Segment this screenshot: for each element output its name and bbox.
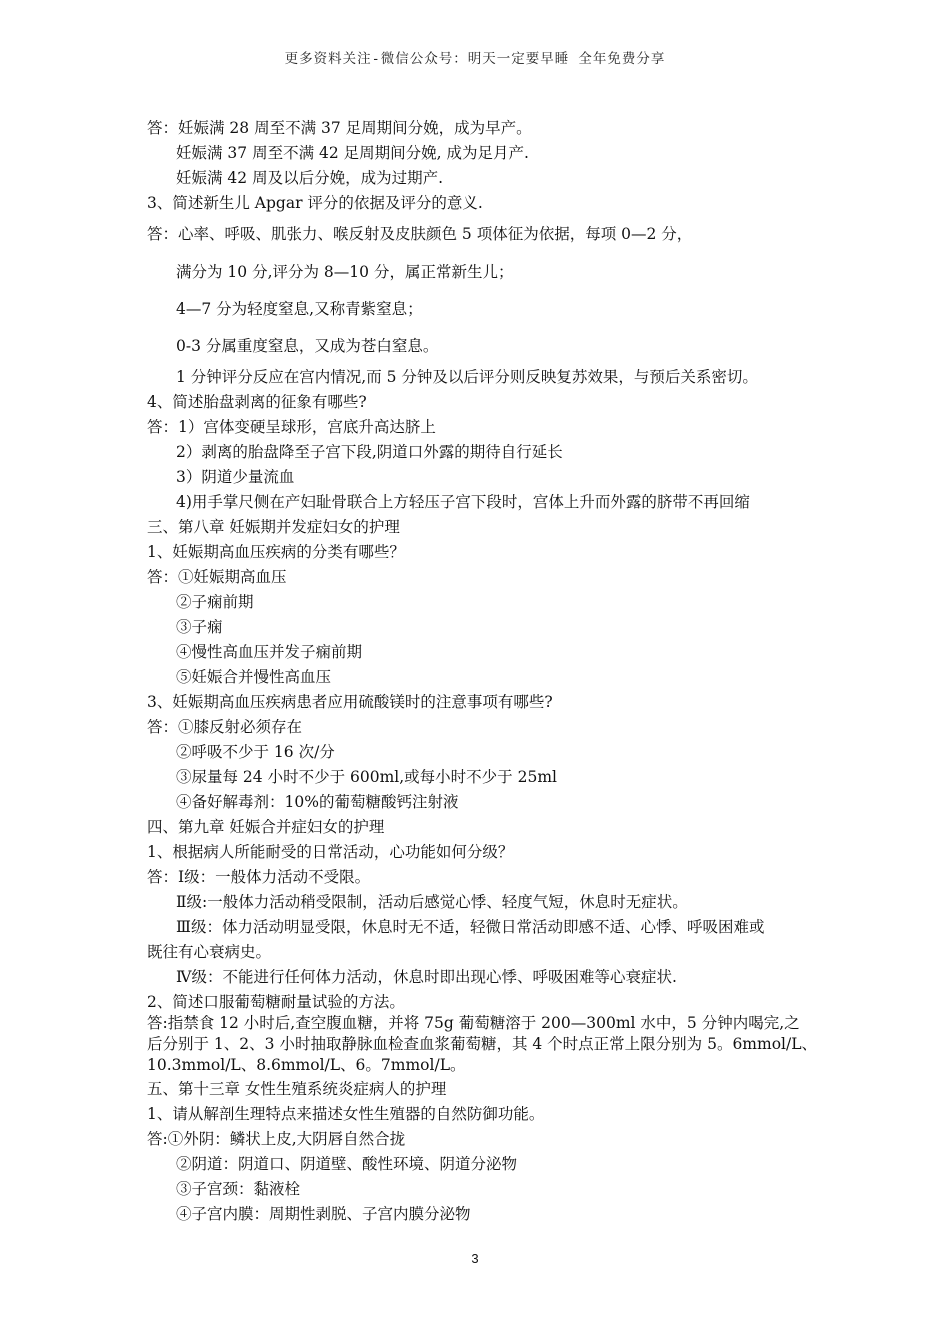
text-line: ③子宫颈：黏液栓	[176, 1180, 301, 1198]
text-line: 答：①膝反射必须存在	[147, 718, 303, 736]
text-line: 答：Ⅰ级：一般体力活动不受限。	[147, 868, 371, 886]
text-line: 0-3 分属重度窒息，又成为苍白窒息。	[176, 337, 439, 355]
text-line: 答：①妊娠期高血压	[147, 568, 287, 586]
text-line: 4)用手掌尺侧在产妇耻骨联合上方轻压子宫下段时，宫体上升而外露的脐带不再回缩	[176, 493, 750, 511]
text-line: 既往有心衰病史。	[147, 943, 272, 961]
text-line: 4—7 分为轻度窒息,又称青紫窒息；	[176, 300, 423, 318]
text-line: 后分别于 1、2、3 小时抽取静脉血检查血浆葡萄糖，其 4 个时点正常上限分别为 5。6mmol/L、	[147, 1035, 818, 1053]
text-line: 答:①外阴：鳞状上皮,大阴唇自然合拢	[147, 1130, 406, 1148]
text-line: ⑤妊娠合并慢性高血压	[176, 668, 332, 686]
page-header: 更多资料关注-微信公众号：明天一定要早睡 全年免费分享	[284, 51, 666, 67]
question-line: 2、简述口服葡萄糖耐量试验的方法。	[147, 993, 405, 1011]
text-line: 答：妊娠满 28 周至不满 37 足周期间分娩，成为早产。	[147, 119, 532, 137]
text-line: 答:指禁食 12 小时后,查空腹血糖，并将 75g 葡萄糖溶于 200—300ml 水中，5 分钟内喝完,之	[147, 1014, 800, 1032]
text-line: ②阴道：阴道口、阴道壁、酸性环境、阴道分泌物	[176, 1155, 518, 1173]
text-line: Ⅱ级:一般体力活动稍受限制，活动后感觉心悸、轻度气短，休息时无症状。	[176, 893, 688, 911]
question-line: 1、根据病人所能耐受的日常活动，心功能如何分级？	[147, 843, 514, 861]
text-line: 2）剥离的胎盘降至子宫下段,阴道口外露的期待自行延长	[176, 443, 563, 461]
page-number: 3	[471, 1251, 479, 1266]
question-line: 1、请从解剖生理特点来描述女性生殖器的自然防御功能。	[147, 1105, 545, 1123]
text-line: Ⅲ级：体力活动明显受限，休息时无不适，轻微日常活动即感不适、心悸、呼吸困难或	[176, 918, 765, 936]
section-heading: 三、第八章 妊娠期并发症妇女的护理	[147, 518, 400, 536]
text-line: ②呼吸不少于 16 次/分	[176, 743, 335, 761]
text-line: 满分为 10 分,评分为 8—10 分，属正常新生儿；	[176, 263, 514, 281]
text-line: ④备好解毒剂：10%的葡萄糖酸钙注射液	[176, 793, 459, 811]
question-line: 3、妊娠期高血压疾病患者应用硫酸镁时的注意事项有哪些?	[147, 693, 553, 711]
text-line: 1 分钟评分反应在宫内情况,而 5 分钟及以后评分则反映复苏效果，与预后关系密切。	[176, 368, 758, 386]
text-line: ②子痫前期	[176, 593, 254, 611]
text-line: 答：1）宫体变硬呈球形，宫底升高达脐上	[147, 418, 436, 436]
text-line: 妊娠满 42 周及以后分娩，成为过期产.	[176, 169, 444, 187]
text-line: ④慢性高血压并发子痫前期	[176, 643, 363, 661]
question-line: 3、简述新生儿 Apgar 评分的依据及评分的意义.	[147, 194, 483, 212]
text-line: Ⅳ级：不能进行任何体力活动，休息时即出现心悸、呼吸困难等心衰症状.	[176, 968, 677, 986]
question-line: 4、简述胎盘剥离的征象有哪些?	[147, 393, 367, 411]
text-line: 10.3mmol/L、8.6mmol/L、6。7mmol/L。	[147, 1056, 466, 1074]
question-line: 1、妊娠期高血压疾病的分类有哪些？	[147, 543, 405, 561]
text-line: ③子痫	[176, 618, 223, 636]
text-line: ④子宫内膜：周期性剥脱、子宫内膜分泌物	[176, 1205, 471, 1223]
text-line: ③尿量每 24 小时不少于 600ml,或每小时不少于 25ml	[176, 768, 557, 786]
text-line: 妊娠满 37 周至不满 42 足周期间分娩, 成为足月产.	[176, 144, 529, 162]
section-heading: 五、第十三章 女性生殖系统炎症病人的护理	[147, 1080, 447, 1098]
section-heading: 四、第九章 妊娠合并症妇女的护理	[147, 818, 385, 836]
text-line: 3）阴道少量流血	[176, 468, 295, 486]
text-line: 答：心率、呼吸、肌张力、喉反射及皮肤颜色 5 项体征为依据，每项 0—2 分，	[147, 225, 693, 243]
